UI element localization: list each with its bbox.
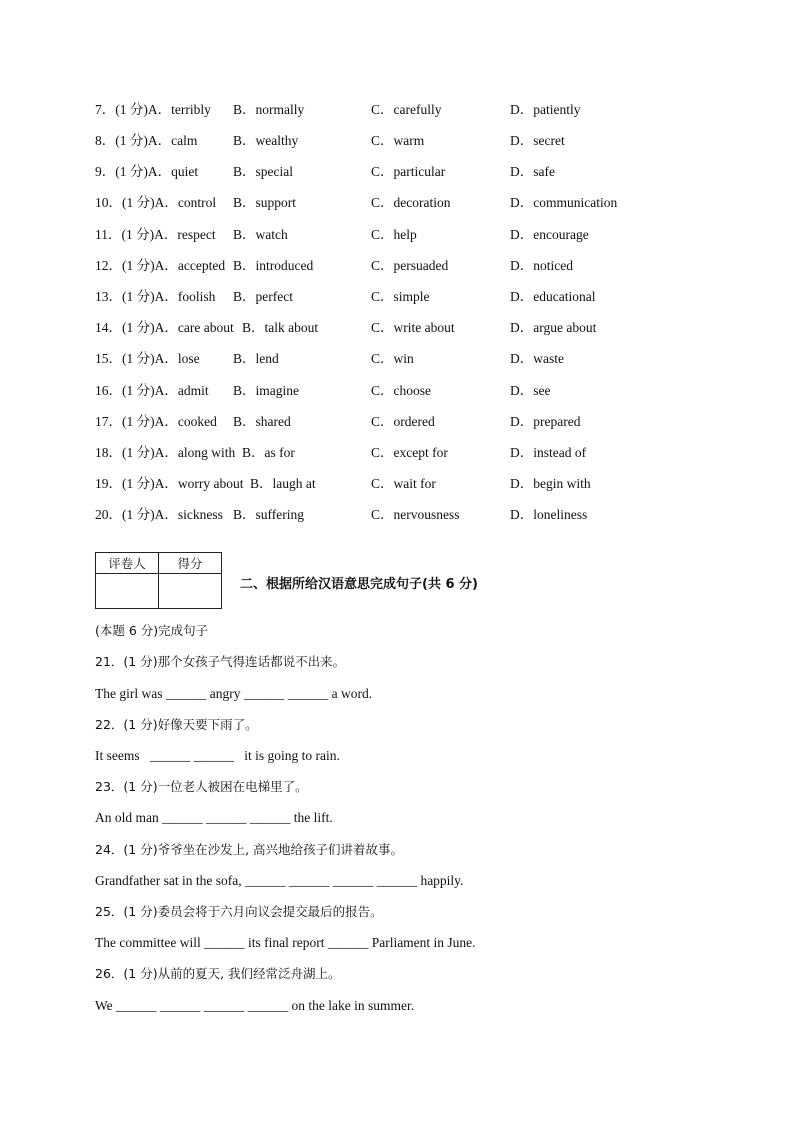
grader-cell [96,574,159,609]
option-c: C．except for [371,445,448,460]
option-c: C．simple [371,289,430,304]
score-cell [159,574,222,609]
question-prefix-option-a: 17．(1 分)A．cooked [95,414,217,429]
sentence-prompt-25: 25．(1 分)委员会将于六月向议会提交最后的报告。 [95,904,383,919]
option-d: D．encourage [510,227,589,242]
option-b: B．shared [233,414,291,429]
score-header: 得分 [159,553,222,574]
question-prefix-option-a: 15．(1 分)A．lose [95,351,200,366]
option-d: D．noticed [510,258,573,273]
option-b: B．watch [233,227,288,242]
question-prefix-option-a: 18．(1 分)A．along with [95,445,236,460]
option-b: B．suffering [233,507,304,522]
question-prefix-option-a: 14．(1 分)A．care about [95,320,234,335]
option-b: B．introduced [233,258,314,273]
option-c: C．ordered [371,414,435,429]
option-c: C．particular [371,164,446,179]
option-c: C．warm [371,133,425,148]
sentence-answer-25: The committee will ______ its final report ______ Parliament in June. [95,935,476,950]
option-d: D．begin with [510,476,591,491]
option-d: D．safe [510,164,555,179]
sentence-prompt-24: 24．(1 分)爷爷坐在沙发上, 高兴地给孩子们讲着故事。 [95,842,404,857]
question-prefix-option-a: 19．(1 分)A．worry about [95,476,244,491]
option-d: D．communication [510,195,618,210]
question-prefix-option-a: 13．(1 分)A．foolish [95,289,216,304]
question-prefix-option-a: 11．(1 分)A．respect [95,227,216,242]
option-b: B．imagine [233,383,299,398]
option-b: B．talk about [242,320,319,335]
question-prefix-option-a: 16．(1 分)A．admit [95,383,209,398]
sentence-answer-24: Grandfather sat in the sofa, ______ ______ ______ ______ happily. [95,873,464,888]
sentence-prompt-21: 21．(1 分)那个女孩子气得连话都说不出来。 [95,654,346,669]
option-c: C．persuaded [371,258,449,273]
question-prefix-option-a: 9．(1 分)A．quiet [95,164,199,179]
question-prefix-option-a: 12．(1 分)A．accepted [95,258,226,273]
section-title: 二、根据所给汉语意思完成句子(共 6 分) [240,577,478,592]
option-b: B．normally [233,102,305,117]
option-d: D．see [510,383,551,398]
option-b: B．lend [233,351,279,366]
option-b: B．perfect [233,289,293,304]
option-c: C．nervousness [371,507,460,522]
sentence-prompt-23: 23．(1 分)一位老人被困在电梯里了。 [95,779,308,794]
option-b: B．as for [242,445,295,460]
sentence-answer-23: An old man ______ ______ ______ the lift. [95,810,333,825]
question-prefix-option-a: 7．(1 分)A．terribly [95,102,211,117]
score-table [95,552,222,609]
option-c: C．decoration [371,195,451,210]
question-prefix-option-a: 10．(1 分)A．control [95,195,217,210]
option-c: C．win [371,351,414,366]
option-d: D．secret [510,133,565,148]
option-c: C．help [371,227,417,242]
section-intro: (本题 6 分)完成句子 [95,623,209,638]
option-d: D．loneliness [510,507,588,522]
sentence-answer-26: We ______ ______ ______ ______ on the lake in summer. [95,998,415,1013]
question-prefix-option-a: 20．(1 分)A．sickness [95,507,223,522]
sentence-answer-21: The girl was ______ angry ______ ______ a word. [95,686,373,701]
option-b: B．support [233,195,297,210]
option-d: D．argue about [510,320,597,335]
option-b: B．wealthy [233,133,299,148]
sentence-prompt-26: 26．(1 分)从前的夏天, 我们经常泛舟湖上。 [95,966,341,981]
option-d: D．instead of [510,445,587,460]
option-b: B．special [233,164,293,179]
option-c: C．carefully [371,102,442,117]
option-c: C．write about [371,320,455,335]
sentence-answer-22: It seems ______ ______ it is going to rain. [95,748,340,763]
question-prefix-option-a: 8．(1 分)A．calm [95,133,198,148]
option-d: D．prepared [510,414,581,429]
option-d: D．patiently [510,102,581,117]
option-c: C．wait for [371,476,436,491]
option-d: D．waste [510,351,564,366]
option-d: D．educational [510,289,596,304]
option-b: B．laugh at [250,476,316,491]
option-c: C．choose [371,383,431,398]
grader-header: 评卷人 [96,553,159,574]
sentence-prompt-22: 22．(1 分)好像天要下雨了。 [95,717,258,732]
